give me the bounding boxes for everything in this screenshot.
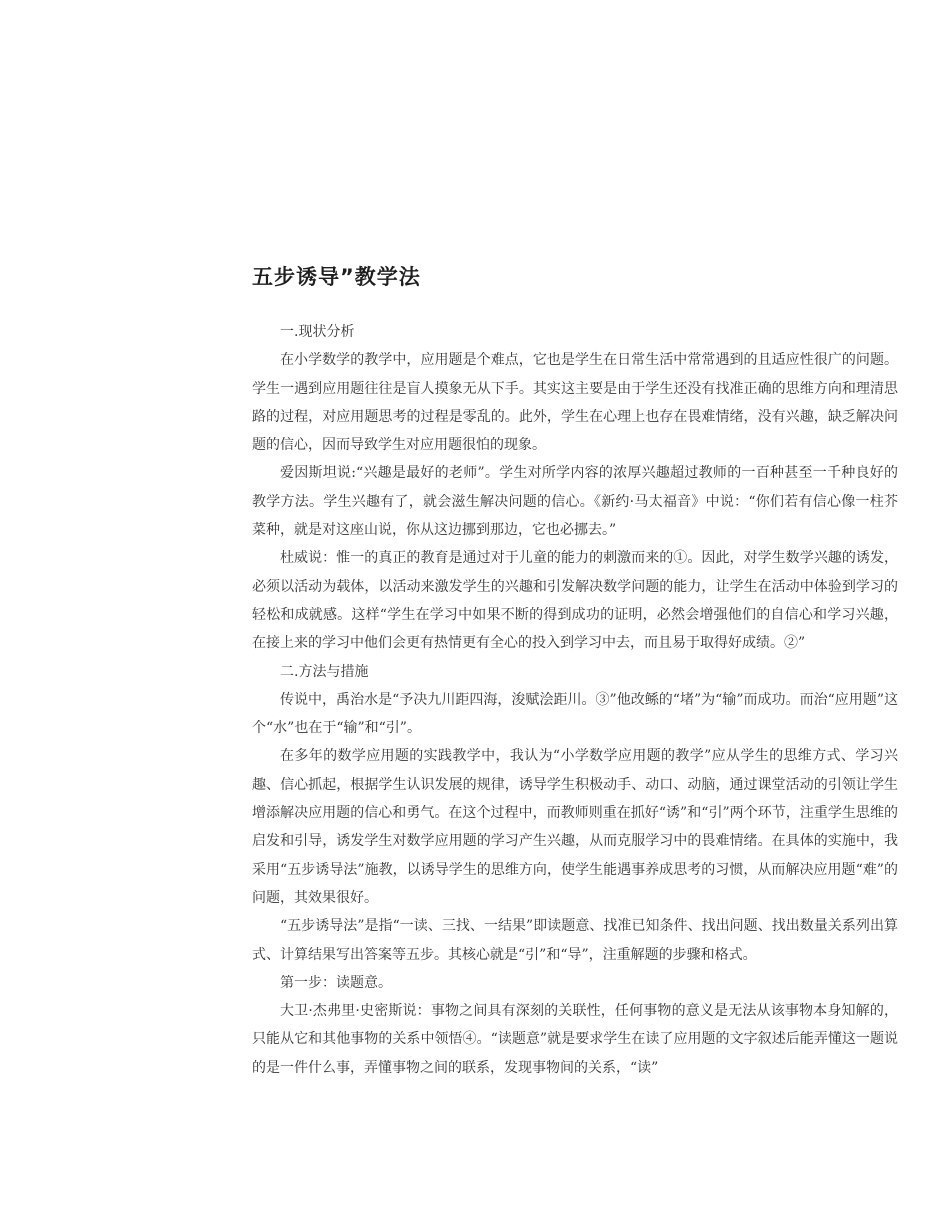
section-heading-status-analysis: 一.现状分析 xyxy=(280,324,355,340)
paragraph: 在多年的数学应用题的实践教学中，我认为“小学数学应用题的教学”应从学生的思维方式、学习兴趣、信心抓起，根据学生认识发展的规律，诱导学生积极动手、动口、动脑，通过课堂活动的引领让学生增添解决应用题的信心和勇气。在这个过程中，而教师则重在抓好“诱”和“引”两个环节，注重学生思维的启发和引导，诱发学生对数学应用题的学习产生兴趣，从而克服学习中的畏难情绪。在具体的实施中，我采用“五步诱导法”施教，以诱导学生的思维方向，使学生能遇事养成思考的习惯，从而解决应用题“难”的问题，其效果很好。 xyxy=(252,748,898,906)
paragraph: “五步诱导法”是指“一读、三找、一结果”即读题意、找准已知条件、找出问题、找出数量关系列出算式、计算结果写出答案等五步。其核心就是“引”和“导”，注重解题的步骤和格式。 xyxy=(252,918,898,963)
step-heading-read-question: 第一步：读题意。 xyxy=(280,974,392,991)
paragraph: 传说中，禹治水是“予决九川距四海，浚赋浍距川。③”他改鲧的“堵”为“输”而成功。而治“应用题”这个“水”也在于“输”和“引”。 xyxy=(252,691,898,737)
paragraph: 杜威说：惟一的真正的教育是通过对于儿童的能力的刺激而来的①。因此，对学生数学兴趣的诱发，必须以活动为载体，以活动来激发学生的兴趣和引发解决数学问题的能力，让学生在活动中体验到学习的轻松和成就感。这样“学生在学习中如果不断的得到成功的证明，必然会增强他们的自信心和学习兴趣，在接上来的学习中他们会更有热情更有全心的投入到学习中去，而且易于取得好成绩。②” xyxy=(252,550,898,652)
document-title: 五步诱导”教学法 xyxy=(252,265,421,289)
paragraph: 爱因斯坦说:“兴趣是最好的老师”。学生对所学内容的浓厚兴趣超过教师的一百种甚至一千种良好的教学方法。学生兴趣有了，就会滋生解决问题的信心。《新约·马太福音》中说：“你们若有信心像一柱芥菜种，就是对这座山说，你从这边挪到那边，它也必挪去。” xyxy=(252,465,898,539)
paragraph: 大卫·杰弗里·史密斯说：事物之间具有深刻的关联性，任何事物的意义是无法从该事物本身知解的，只能从它和其他事物的关系中领悟④。“读题意”就是要求学生在读了应用题的文字叙述后能弄懂这一题说的是一件什么事，弄懂事物之间的联系，发现事物间的关系，“读” xyxy=(252,1003,898,1076)
section-heading-methods: 二.方法与措施 xyxy=(280,663,369,680)
document-body xyxy=(252,318,898,1082)
paragraph: 在小学数学的教学中，应用题是个难点，它也是学生在日常生活中常常遇到的且适应性很广的问题。学生一遇到应用题往往是盲人摸象无从下手。其实这主要是由于学生还没有找准正确的思维方向和理清思路的过程，对应用题思考的过程是零乱的。此外，学生在心理上也存在畏难情绪，没有兴趣，缺乏解决问题的信心，因而导致学生对应用题很怕的现象。 xyxy=(252,352,898,454)
